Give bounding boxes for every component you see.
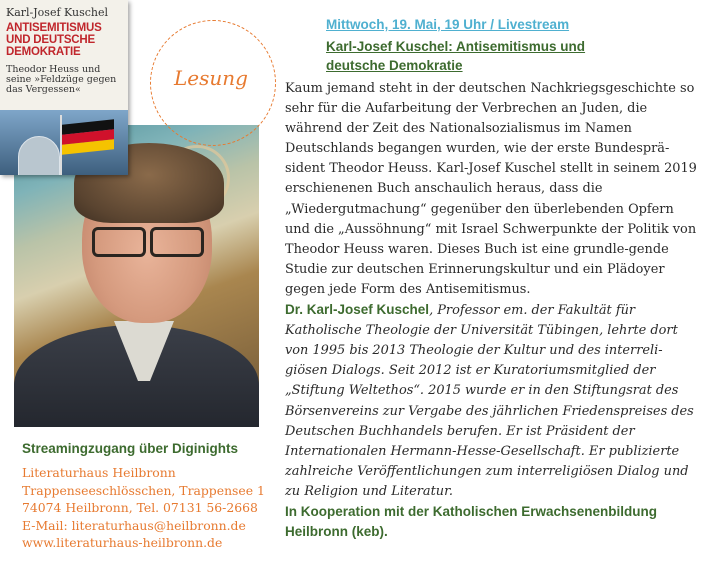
contact-block [22, 464, 265, 552]
contact-address: Trappenseeschlösschen, Trappensee 1 [22, 482, 265, 498]
contact-city-phone: 74074 Heilbronn, Tel. 07131 56-2668 [22, 500, 258, 515]
german-flag-icon [62, 119, 114, 154]
article-intro: Kaum jemand steht in der deutschen Nachkriegsgeschichte so sehr für die Aufarbeitung der Verbrechen an Juden, die während der Zeit des Nationalsozialismus im Namen Deutschlands begangen wurden, wie der erste Bundesprä-sident Theodor Heuss. Karl-Josef Kuschel stellt in seinem 2019 erschienenen Buch anschaulich heraus, dass die „Wiedergutmachung“ gegenüber den überlebenden Opfern und die „Aussöhnung“ mit Israel Schwerpunkte der Politik von Theodor Heuss waren. Dieses Buch ist eine grundle-gende Studie zur deutschen Erinnerungskultur und ein Plädoyer gegen jede Form des Antisemitismus. [285, 81, 697, 297]
book-title [6, 22, 102, 58]
book-title-line: ANTISEMITISMUS [6, 22, 102, 34]
lesung-label: Lesung [174, 66, 248, 90]
bio-name: Dr. Karl-Josef Kuschel [285, 302, 430, 318]
article-body [285, 79, 700, 542]
reichstag-dome-icon [18, 136, 60, 175]
contact-email[interactable]: E-Mail: literaturhaus@heilbronn.de [22, 517, 246, 533]
book-subtitle: Theodor Heuss und seine »Feldzüge gegen das Vergessen« [6, 64, 117, 95]
event-date[interactable]: Mittwoch, 19. Mai, 19 Uhr / Livestream [326, 17, 570, 32]
bio-text: , Professor em. der Fakultät für Katholische Theologie der Universität Tübingen, lehrte dort von 1995 bis 2013 Theologie der Kultur und des interreli-giösen Dialogs. Seit 2012 ist er Kuratoriumsmitglied der „Stiftung Weltethos“. 2015 wurde er in den Stiftungsrat des Börsenvereins zur Vergabe des jährlichen Friedenspreises des Deutschen Buchhandels berufen. Er ist Präsident der Internationalen Hermann-Hesse-Gesellschaft. Er publizierte zahlreiche Veröffentlichungen zum interreligiösen Dialog und zu Religion und Literatur. [285, 303, 694, 499]
contact-venue: Literaturhaus Heilbronn [22, 465, 176, 480]
article-bio [285, 300, 700, 502]
book-title-line: UND DEUTSCHE [6, 34, 95, 46]
book-cover-art [0, 110, 128, 175]
event-title[interactable]: Karl-Josef Kuschel: Antisemitismus und deutsche Demokratie [326, 39, 586, 73]
book-cover [0, 0, 128, 175]
contact-website[interactable]: www.literaturhaus-heilbronn.de [22, 535, 223, 550]
portrait-glasses [92, 227, 204, 253]
book-author: Karl-Josef Kuschel [6, 6, 109, 19]
streaming-title: Streamingzugang über Diginights [22, 441, 239, 456]
book-title-line: DEMOKRATIE [6, 46, 81, 58]
cooperation-note: In Kooperation mit der Katholischen Erwachsenenbildung Heilbronn (keb). [285, 503, 658, 540]
